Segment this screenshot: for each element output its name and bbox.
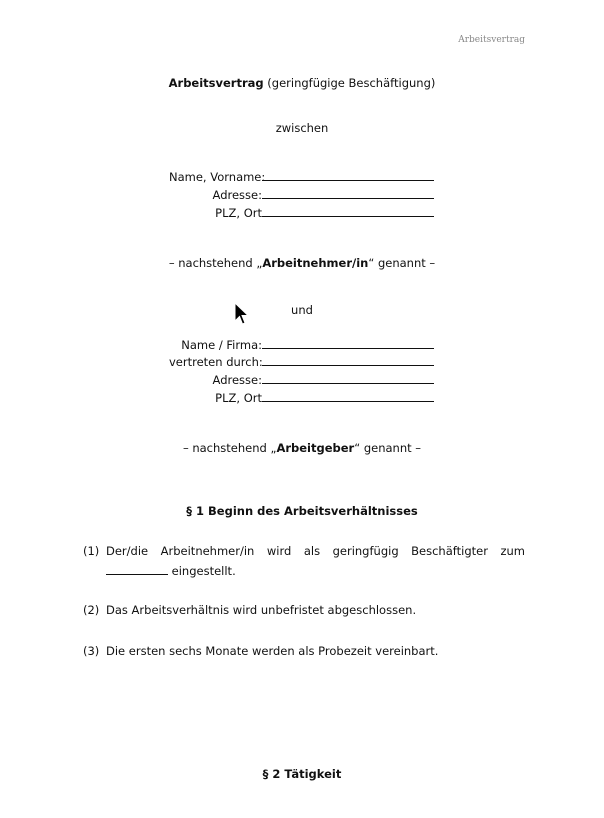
paragraph-text-line-2 bbox=[106, 561, 525, 581]
mouse-cursor-icon bbox=[234, 302, 250, 326]
employer-city-field[interactable] bbox=[169, 390, 434, 405]
employee-address-field[interactable] bbox=[169, 187, 434, 202]
fill-line[interactable] bbox=[262, 390, 434, 402]
paragraph-1 bbox=[83, 541, 525, 581]
employee-city-field[interactable] bbox=[169, 205, 434, 220]
paragraph-number: (1) bbox=[83, 544, 100, 558]
section-2-heading: § 2 Tätigkeit bbox=[262, 767, 342, 781]
between-label: zwischen bbox=[275, 121, 329, 135]
fill-line[interactable] bbox=[262, 187, 434, 199]
note-role: Arbeitnehmer/in bbox=[262, 256, 369, 270]
employer-representative-field[interactable] bbox=[169, 354, 434, 369]
note-post: “ genannt – bbox=[354, 441, 422, 455]
document-title bbox=[0, 76, 604, 90]
field-label: vertreten durch: bbox=[169, 355, 263, 369]
paragraph-text: Das Arbeitsverhältnis wird unbefristet abgeschlossen. bbox=[106, 603, 417, 617]
note-role: Arbeitgeber bbox=[276, 441, 355, 455]
fill-line[interactable] bbox=[262, 169, 434, 181]
paragraph-text-tail: eingestellt. bbox=[168, 564, 236, 578]
paragraph-number: (2) bbox=[83, 603, 100, 617]
employer-note bbox=[0, 441, 604, 455]
paragraph-2 bbox=[83, 600, 525, 620]
field-label: PLZ, Ort bbox=[215, 206, 262, 220]
field-label: Adresse: bbox=[212, 188, 262, 202]
field-label: Name, Vorname: bbox=[169, 170, 266, 184]
paragraph-number: (3) bbox=[83, 644, 100, 658]
employer-name-field[interactable] bbox=[169, 337, 434, 352]
title-main: Arbeitsvertrag bbox=[168, 76, 264, 90]
employer-address-field[interactable] bbox=[169, 372, 434, 387]
fill-line[interactable] bbox=[262, 354, 434, 366]
employee-name-field[interactable] bbox=[169, 169, 434, 184]
note-pre: – nachstehend „ bbox=[182, 441, 277, 455]
paragraph-3 bbox=[83, 641, 525, 661]
title-sub: (geringfügige Beschäftigung) bbox=[263, 76, 436, 90]
field-label: Adresse: bbox=[212, 373, 262, 387]
field-label: Name / Firma: bbox=[181, 338, 262, 352]
paragraph-text-line-1: Der/die Arbeitnehmer/in wird als geringfügig Beschäftigter zum bbox=[106, 544, 525, 558]
fill-line[interactable] bbox=[262, 337, 434, 349]
note-post: “ genannt – bbox=[368, 256, 436, 270]
fill-line[interactable] bbox=[262, 205, 434, 217]
paragraph-text: Die ersten sechs Monate werden als Probezeit vereinbart. bbox=[106, 644, 439, 658]
and-label: und bbox=[291, 303, 313, 317]
start-date-blank[interactable] bbox=[106, 563, 168, 575]
fill-line[interactable] bbox=[262, 372, 434, 384]
section-1-heading: § 1 Beginn des Arbeitsverhältnisses bbox=[186, 504, 418, 518]
running-header: Arbeitsvertrag bbox=[458, 35, 525, 45]
field-label: PLZ, Ort bbox=[215, 391, 262, 405]
employee-note bbox=[0, 256, 604, 270]
note-pre: – nachstehend „ bbox=[168, 256, 263, 270]
